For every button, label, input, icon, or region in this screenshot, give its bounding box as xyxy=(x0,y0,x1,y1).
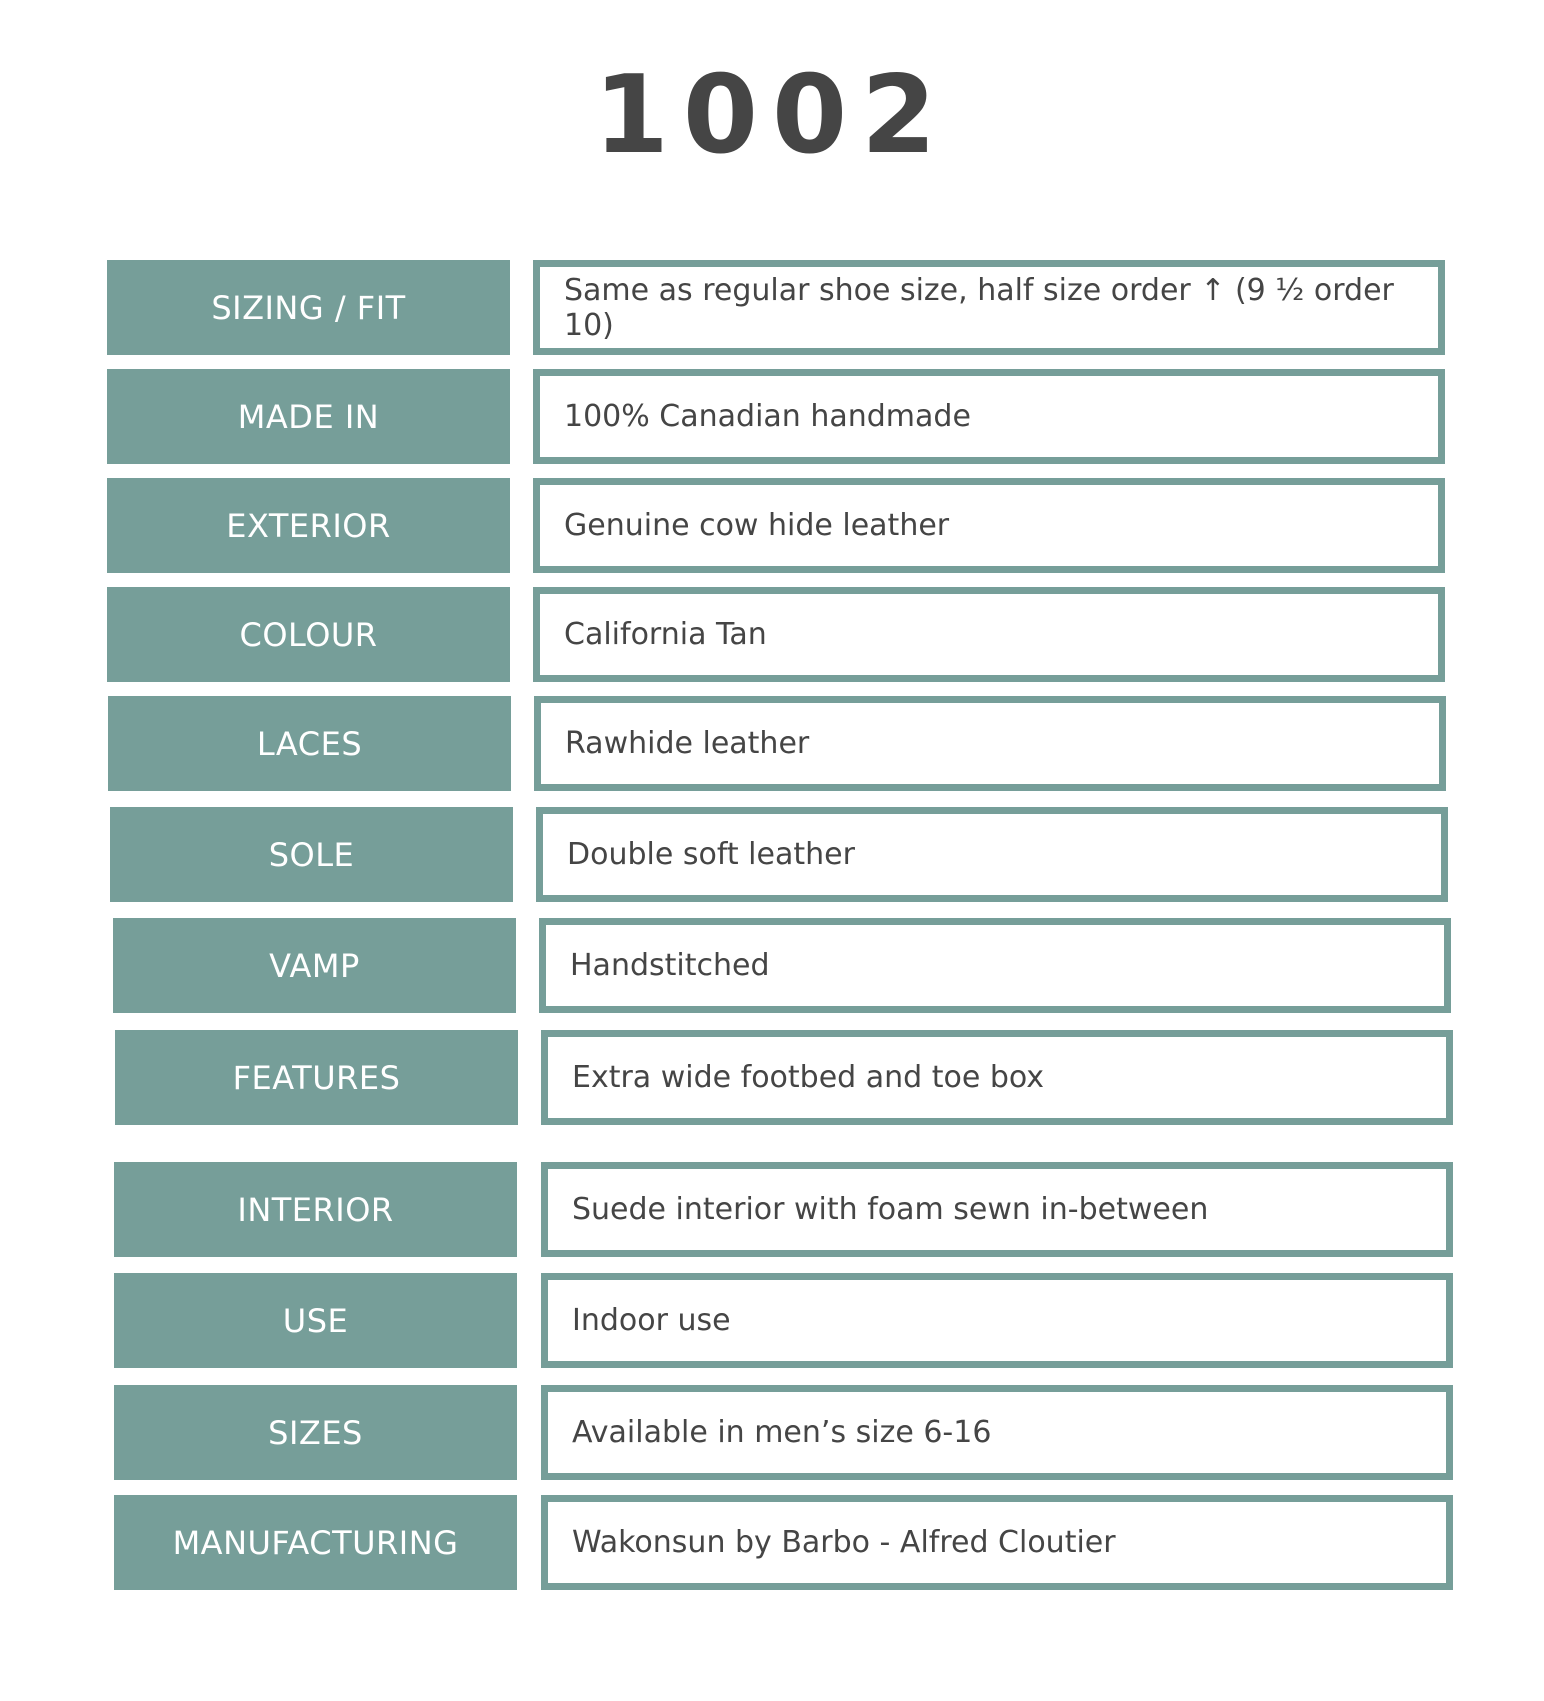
spec-value: California Tan xyxy=(533,587,1445,682)
spec-label: FEATURES xyxy=(115,1030,518,1125)
spec-value: Handstitched xyxy=(539,918,1451,1013)
spec-label: SOLE xyxy=(110,807,513,902)
spec-row xyxy=(0,807,1544,902)
spec-row xyxy=(0,1273,1544,1368)
spec-value: Rawhide leather xyxy=(534,696,1446,791)
spec-value: Genuine cow hide leather xyxy=(533,478,1445,573)
spec-row xyxy=(0,1495,1544,1590)
spec-row xyxy=(0,587,1544,682)
spec-label: EXTERIOR xyxy=(107,478,510,573)
spec-value: Double soft leather xyxy=(536,807,1448,902)
spec-value: Extra wide footbed and toe box xyxy=(541,1030,1453,1125)
spec-row xyxy=(0,1030,1544,1125)
spec-label: SIZING / FIT xyxy=(107,260,510,355)
spec-label: INTERIOR xyxy=(114,1162,517,1257)
spec-label: SIZES xyxy=(114,1385,517,1480)
spec-value: Wakonsun by Barbo - Alfred Cloutier xyxy=(541,1495,1453,1590)
spec-label: USE xyxy=(114,1273,517,1368)
spec-value: 100% Canadian handmade xyxy=(533,369,1445,464)
spec-value: Suede interior with foam sewn in-between xyxy=(541,1162,1453,1257)
page-title: 1002 xyxy=(593,53,951,178)
spec-row xyxy=(0,696,1544,791)
spec-label: COLOUR xyxy=(107,587,510,682)
spec-row xyxy=(0,369,1544,464)
spec-row xyxy=(0,1385,1544,1480)
spec-value: Indoor use xyxy=(541,1273,1453,1368)
spec-row xyxy=(0,918,1544,1013)
spec-row xyxy=(0,478,1544,573)
spec-label: VAMP xyxy=(113,918,516,1013)
spec-row xyxy=(0,1162,1544,1257)
spec-value: Same as regular shoe size, half size order ↑ (9 ½ order 10) xyxy=(533,260,1445,355)
spec-value: Available in men’s size 6-16 xyxy=(541,1385,1453,1480)
spec-label: MADE IN xyxy=(107,369,510,464)
spec-label: LACES xyxy=(108,696,511,791)
spec-row xyxy=(0,260,1544,355)
spec-label: MANUFACTURING xyxy=(114,1495,517,1590)
